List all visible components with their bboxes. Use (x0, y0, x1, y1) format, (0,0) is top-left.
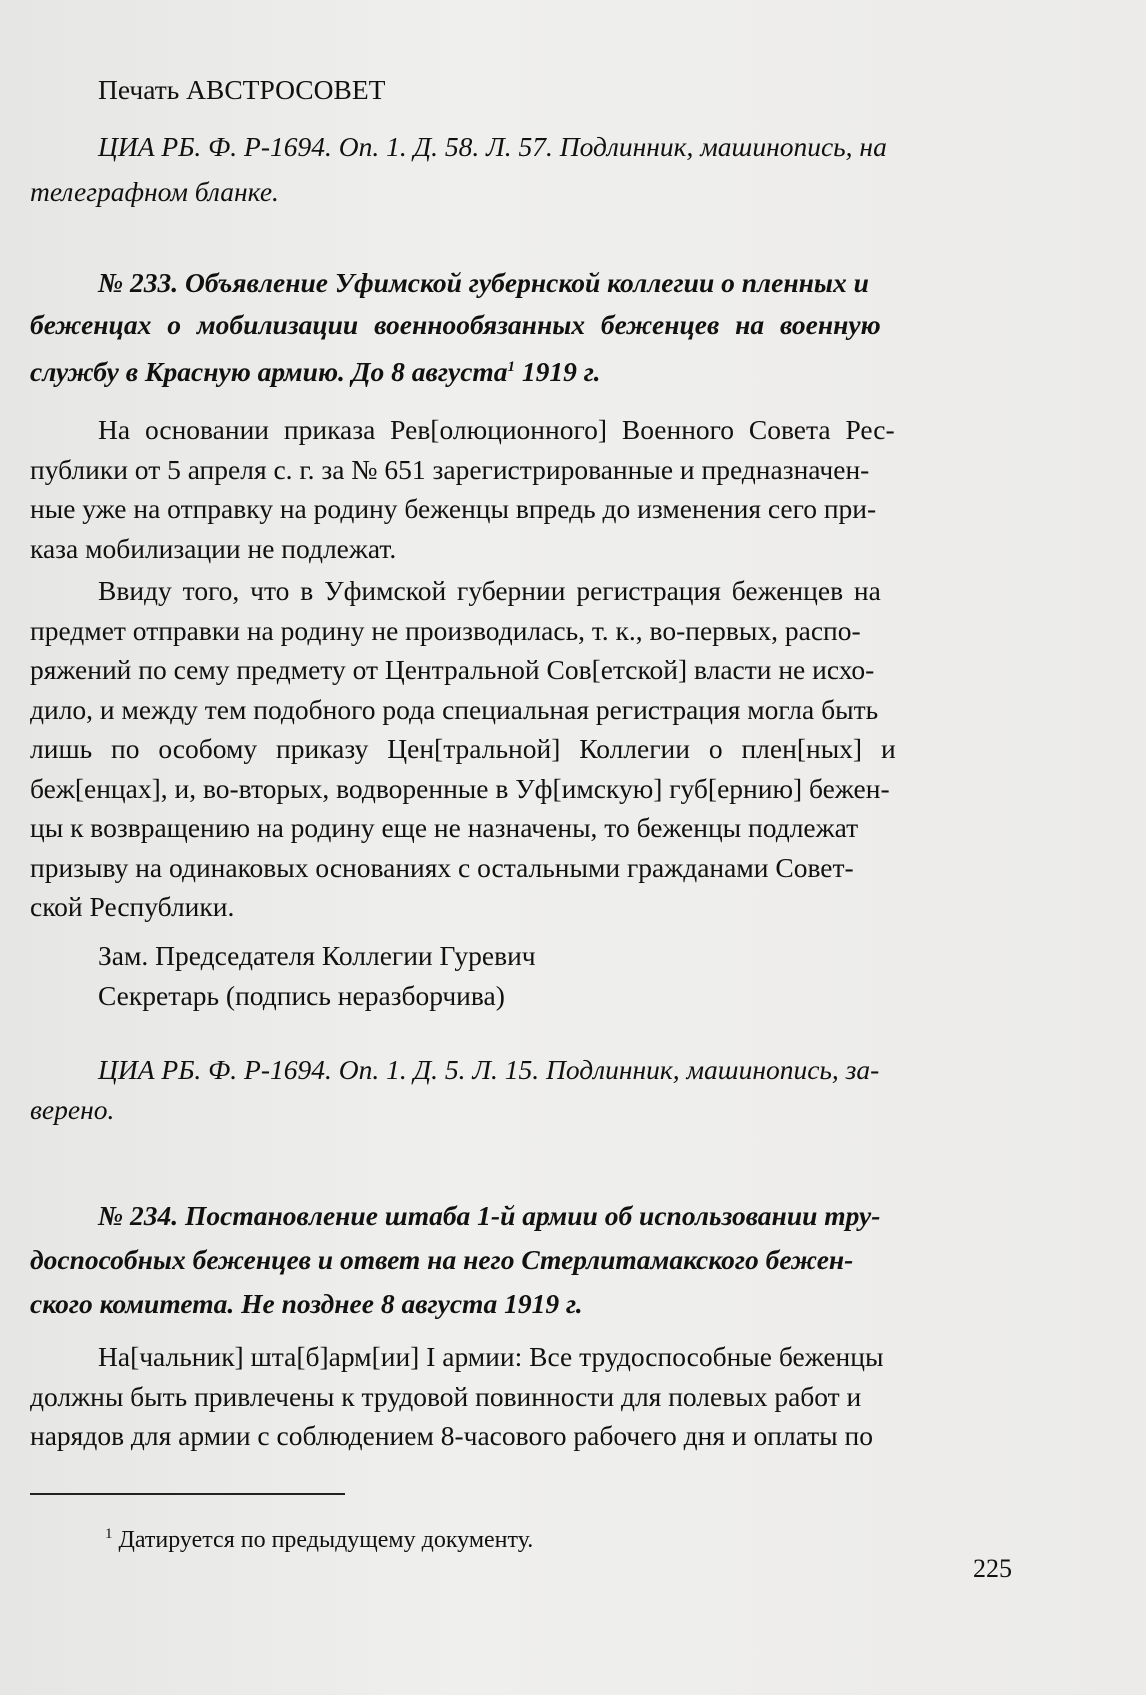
page-number: 225 (973, 1554, 1012, 1583)
press-line: Печать АВСТРОСОВЕТ (98, 74, 386, 105)
footnote-divider (30, 1493, 345, 1495)
signature-secretary: Секретарь (подпись неразборчива) (98, 979, 505, 1011)
doc-233-paragraph-2: Ввиду того, что в Уфимской губернии регистрация беженцев на предмет отправки на родину не производилась, т. к., во-первых, распо- ряжений по сему предмету от Центральной Сов[етской] власти не исхо- дило, и между тем подобного рода специальная регистрация могла быть лишь по особому приказу Цен[тральной] Коллегии о плен[ных] и беж[енцах], и, во-вторых, водворенные в Уф[имскую] губ[ернию] бежен- цы к возвращению на родину еще не назначены, то беженцы подлежат призыву на одинаковых основаниях с остальными гражданами Совет- ской Республики. (30, 575, 896, 922)
doc-234-paragraph-1: На[чальник] шта[б]арм[ии] I армии: Все трудоспособные беженцы должны быть привлечены к трудовой повинности для полевых работ и нарядов для армии с соблюдением 8-часового рабочего дня и оплаты по (30, 1341, 884, 1451)
archive-reference-2: ЦИА РБ. Ф. Р-1694. Оп. 1. Д. 5. Л. 15. Подлинник, машинопись, за- верено. (30, 1054, 880, 1125)
doc-233-heading: № 233. Объявление Уфимской губернской коллегии о пленных и беженцах о мобилизации военнообязанных беженцев на военную службу в Красную армию. До 8 августа$^1$ 1919 г. (30, 267, 881, 388)
doc-233-signatures (30, 936, 1010, 1015)
archive-reference-1: ЦИА РБ. Ф. Р-1694. Оп. 1. Д. 58. Л. 57. Подлинник, машинопись, на телеграфном бланке. (30, 131, 887, 207)
signature-deputy-chair: Зам. Председателя Коллегии Гуревич (98, 940, 536, 971)
doc-234-heading: № 234. Постановление штаба 1-й армии об использовании тру- доспособных беженцев и ответ на него Стерлитамакского бежен- ского комитета. Не позднее 8 августа 1919 г. (30, 1200, 881, 1319)
footnote: $^1$ Датируется по предыдущему документу. (105, 1526, 534, 1553)
doc-233-paragraph-1: На основании приказа Рев[олюционного] Военного Совета Рес- публики от 5 апреля с. г. за № 651 зарегистрированные и предназначен- ные уже на отправку на родину беженцы впредь до изменения сего при- каза мобилизации не подлежат. (30, 414, 895, 564)
